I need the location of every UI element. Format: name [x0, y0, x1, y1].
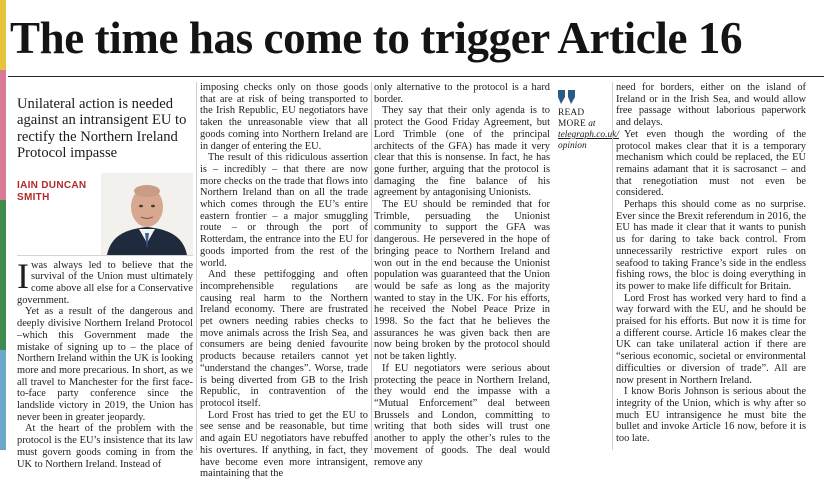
edge-band-pink: [0, 70, 6, 200]
page-edge-strip: [0, 0, 6, 450]
column-4: [616, 82, 806, 450]
paragraph: I know Boris Johnson is serious about the integrity of the Union, which is why after so much EU intransigence he must bite the bullet and invoke Article 16 now, before it is too late.: [616, 386, 806, 445]
column-divider: [371, 82, 372, 450]
paragraph: The EU should be reminded that for Trimble, persuading the Unionist community to support the GFA was dangerous. He persevered in the hope of bringing peace to Northern Ireland and won out in the end because the Unionist population was guaranteed that the Union would be safe as long as the majority wanted to stay in the UK. For his efforts, he received the Nobel Peace Prize in 1998. So the fact that he believes the assurances he was given back then are now being broken by the protocol should not be taken lightly.: [374, 199, 550, 363]
paragraph: need for borders, either on the island of Ireland or in the Irish Sea, and would allow free passage without laborious paperwork and delays.: [616, 82, 806, 129]
edge-band-green: [0, 200, 6, 350]
headline: The time has come to trigger Article 16: [10, 13, 743, 63]
column-1-body: [17, 255, 193, 471]
read-more-box: [558, 90, 619, 152]
column-3: [374, 82, 550, 468]
edge-band-blue: [0, 350, 6, 450]
column-2: [200, 82, 368, 480]
read-more-label: READ MORE: [558, 108, 586, 129]
column-divider: [612, 82, 613, 450]
paragraph: Perhaps this should come as no surprise. Ever since the Brexit referendum in 2016, the EU has made it clear that it wants to punish us for daring to take back control. From unnecessarily restrictive export rules on seafood to taking France’s side in the endless fishing rows, the bloc is doing everything in its power to make life difficult for Britain.: [616, 199, 806, 292]
byline: [17, 180, 86, 204]
byline-last: SMITH: [17, 191, 50, 203]
paragraph: imposing checks only on those goods that are at risk of being transported to the Irish Republic, EU negotiators have taken the unreasonable view that all goods coming into Northern Ireland are in danger of entering the EU.: [200, 82, 368, 152]
read-more-link[interactable]: [558, 130, 619, 141]
paragraph: only alternative to the protocol is a hard border.: [374, 82, 550, 105]
paragraph: At the heart of the problem with the protocol is the EU’s insistence that its law must govern goods coming in from the UK to Northern Ireland. Instead of: [17, 423, 193, 470]
paragraph: If EU negotiators were serious about protecting the peace in Northern Ireland, they would end the impasse with a “Mutual Enforcement” deal between Brussels and London, committing to writing that both sides will trust one another to apply the other’s rules to the movement of goods. The deal would remove any: [374, 362, 550, 468]
quote-marks-icon: [558, 90, 576, 104]
column-1: [17, 82, 193, 470]
byline-block: [17, 172, 193, 256]
column-divider: [196, 82, 197, 450]
paragraph: Lord Frost has tried to get the EU to see sense and be reasonable, but time and again EU negotiators have rebuffed his overtures. If anything, in fact, they have become even more intransigent, maintaining that the: [200, 409, 368, 480]
read-more-url[interactable]: telegraph.co.uk/: [558, 130, 619, 140]
paragraph: Yet as a result of the dangerous and deeply divisive Northern Ireland Protocol –which this Government made the mistake of signing up to – the place of Northern Ireland within the UK is looking more and more precarious. In short, as we all travel to Manchester for the first face-to-face party conference since the landslide victory in 2019, the Union has never been in greater jeopardy.: [17, 306, 193, 423]
paragraph: The result of this ridiculous assertion is – incredibly – that there are now more checks on the trade that flows into Northern Ireland than on all the trade which comes through the EU’s entire eastern frontier – a major smuggling route – or through the port of Rotterdam, the entrance into the EU for goods imported from the rest of the world.: [200, 152, 368, 269]
paragraph: Iwas always led to believe that the survival of the Union must ultimately come above all else for a Conservative government.: [17, 255, 193, 306]
read-more-prefix: at: [588, 119, 596, 129]
byline-first: IAIN DUNCAN: [17, 179, 87, 191]
author-portrait: [101, 173, 193, 255]
paragraph: Yet even though the wording of the protocol makes clear that it is a temporary mechanism which could be replaced, the EU remains adamant that it is sacrosanct – and that renegotiation must not even be considered.: [616, 128, 806, 199]
paragraph: And these pettifogging and often incomprehensible regulations are causing real harm to the Northern Ireland economy. There are frustrated pet owners needing rabies checks to move animals across the Irish Sea, and consumers are being denied favourite products because retailers cannot yet “understand the changes”. Worse, trade is being diverted from GB to the Irish Republic, in contravention of the protocol itself.: [200, 269, 368, 409]
paragraph: They say that their only agenda is to protect the Good Friday Agreement, but Lord Trimble (one of the principal architects of the GFA) has made it very clear that this is nonsense. In fact, he has gone further, arguing that the protocol is damaging the fine balance of his agreement by antagonising Unionists.: [374, 105, 550, 199]
paragraph: Lord Frost has worked very hard to find a way forward with the EU, and he should be praised for his efforts. But now it is time for a different course. Article 16 makes clear the UK can take unilateral action if there are “serious economic, societal or environmental difficulties or diversion of trade”. All are now present in Northern Ireland.: [616, 292, 806, 386]
read-more-section[interactable]: opinion: [558, 141, 587, 151]
standfirst: Unilateral action is needed against an intransigent EU to rectify the Northern Ireland Protocol impasse: [17, 96, 187, 162]
edge-band-yellow: [0, 0, 6, 70]
headline-rule: [8, 76, 824, 77]
